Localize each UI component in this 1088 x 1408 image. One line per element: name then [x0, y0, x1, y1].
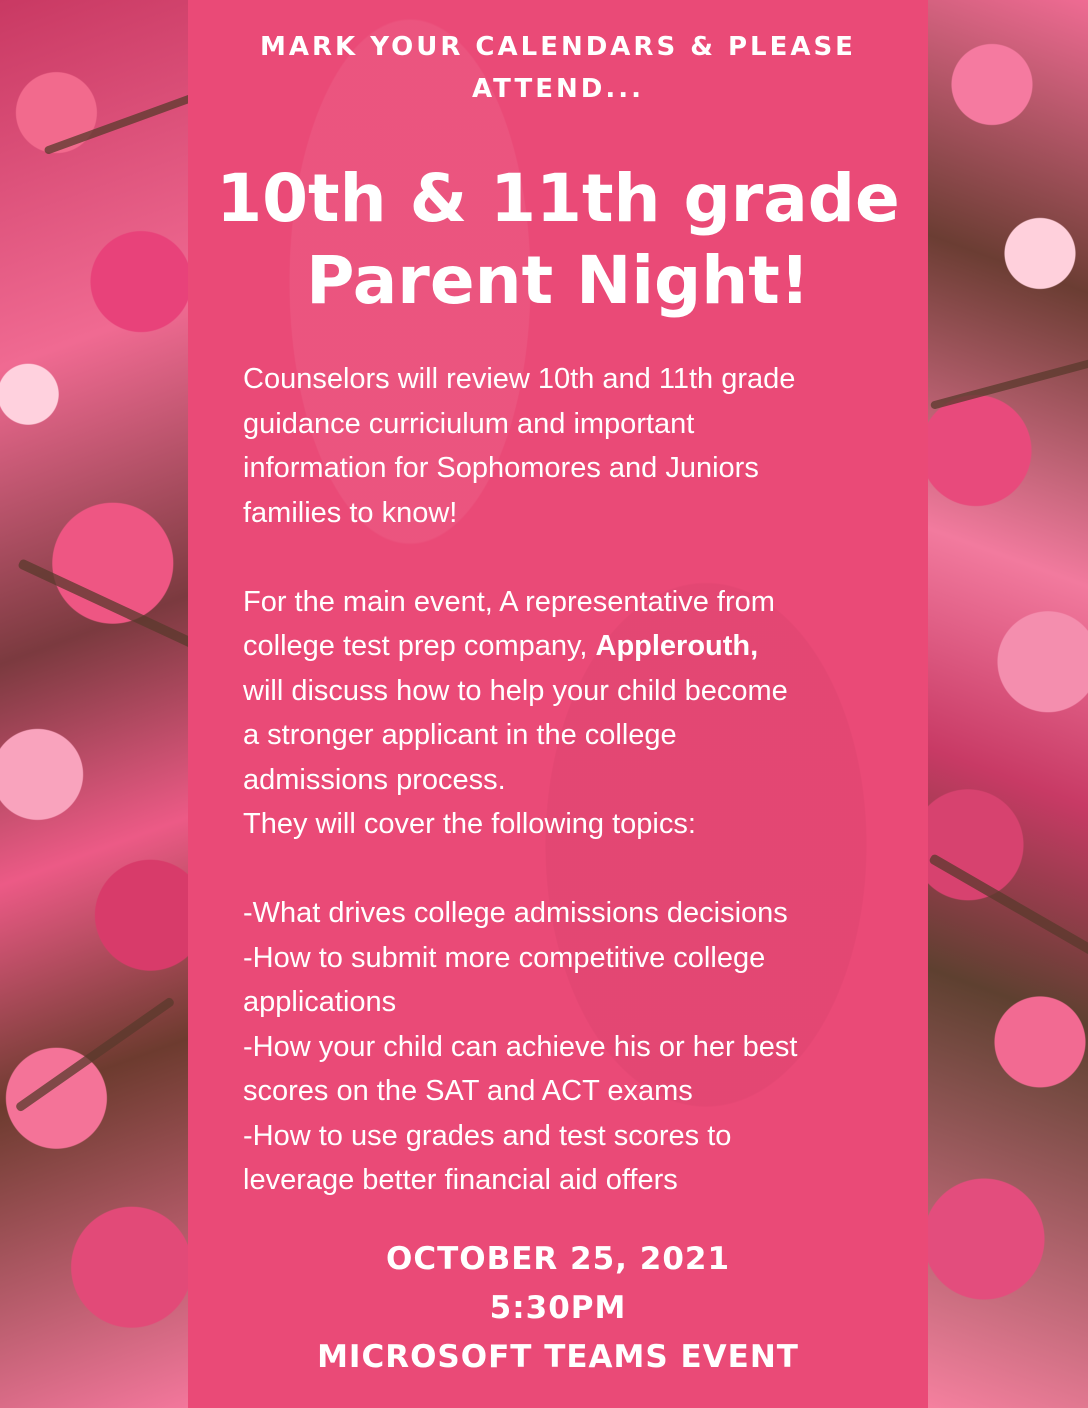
- event-details: [188, 1235, 928, 1382]
- calendar-kicker: [188, 26, 928, 110]
- topic-line: -How to submit more competitive college: [243, 941, 766, 974]
- topic-line: leverage better financial aid offers: [243, 1164, 678, 1196]
- blossom-photo-right: [928, 0, 1088, 1408]
- main-event-line: For the main event, A representative from: [243, 585, 775, 618]
- main-event-line: admissions process.: [243, 763, 506, 796]
- branch-decoration: [43, 93, 188, 155]
- company-name: Applerouth,: [595, 630, 759, 662]
- blossom-photo-left: [0, 0, 188, 1408]
- kicker-line: MARK YOUR CALENDARS & PLEASE: [260, 32, 856, 62]
- main-event-line: They will cover the following topics:: [243, 808, 696, 840]
- page-title: [188, 158, 928, 322]
- kicker-line: ATTEND...: [472, 74, 644, 104]
- branch-decoration: [930, 358, 1088, 410]
- intro-line: information for Sophomores and Juniors: [243, 452, 759, 484]
- intro-line: guidance curriciulum and important: [243, 407, 695, 440]
- branch-decoration: [17, 558, 188, 652]
- branch-decoration: [928, 853, 1088, 957]
- event-location: MICROSOFT TEAMS EVENT: [317, 1339, 799, 1375]
- topic-line: -What drives college admissions decisions: [243, 897, 788, 929]
- topic-line: applications: [243, 986, 397, 1018]
- main-event-line: a stronger applicant in the college: [243, 719, 677, 751]
- event-time: 5:30PM: [489, 1290, 627, 1326]
- intro-line: families to know!: [243, 496, 458, 529]
- body-text: [243, 357, 883, 1203]
- paragraph-gap: [243, 535, 883, 580]
- paragraph-gap: [243, 847, 883, 892]
- main-event-line: will discuss how to help your child become: [243, 674, 788, 707]
- content-panel: [188, 0, 928, 1408]
- event-date: OCTOBER 25, 2021: [385, 1241, 731, 1277]
- topic-line: scores on the SAT and ACT exams: [243, 1075, 693, 1107]
- main-event-line: [243, 624, 883, 669]
- topic-line: -How your child can achieve his or her best: [243, 1030, 798, 1063]
- branch-decoration: [15, 996, 176, 1112]
- main-event-prefix: college test prep company,: [243, 630, 596, 662]
- topic-line: -How to use grades and test scores to: [243, 1119, 732, 1152]
- intro-line: Counselors will review 10th and 11th grade: [243, 363, 796, 395]
- title-line: 10th & 11th grade: [216, 160, 900, 237]
- title-line: Parent Night!: [306, 242, 810, 319]
